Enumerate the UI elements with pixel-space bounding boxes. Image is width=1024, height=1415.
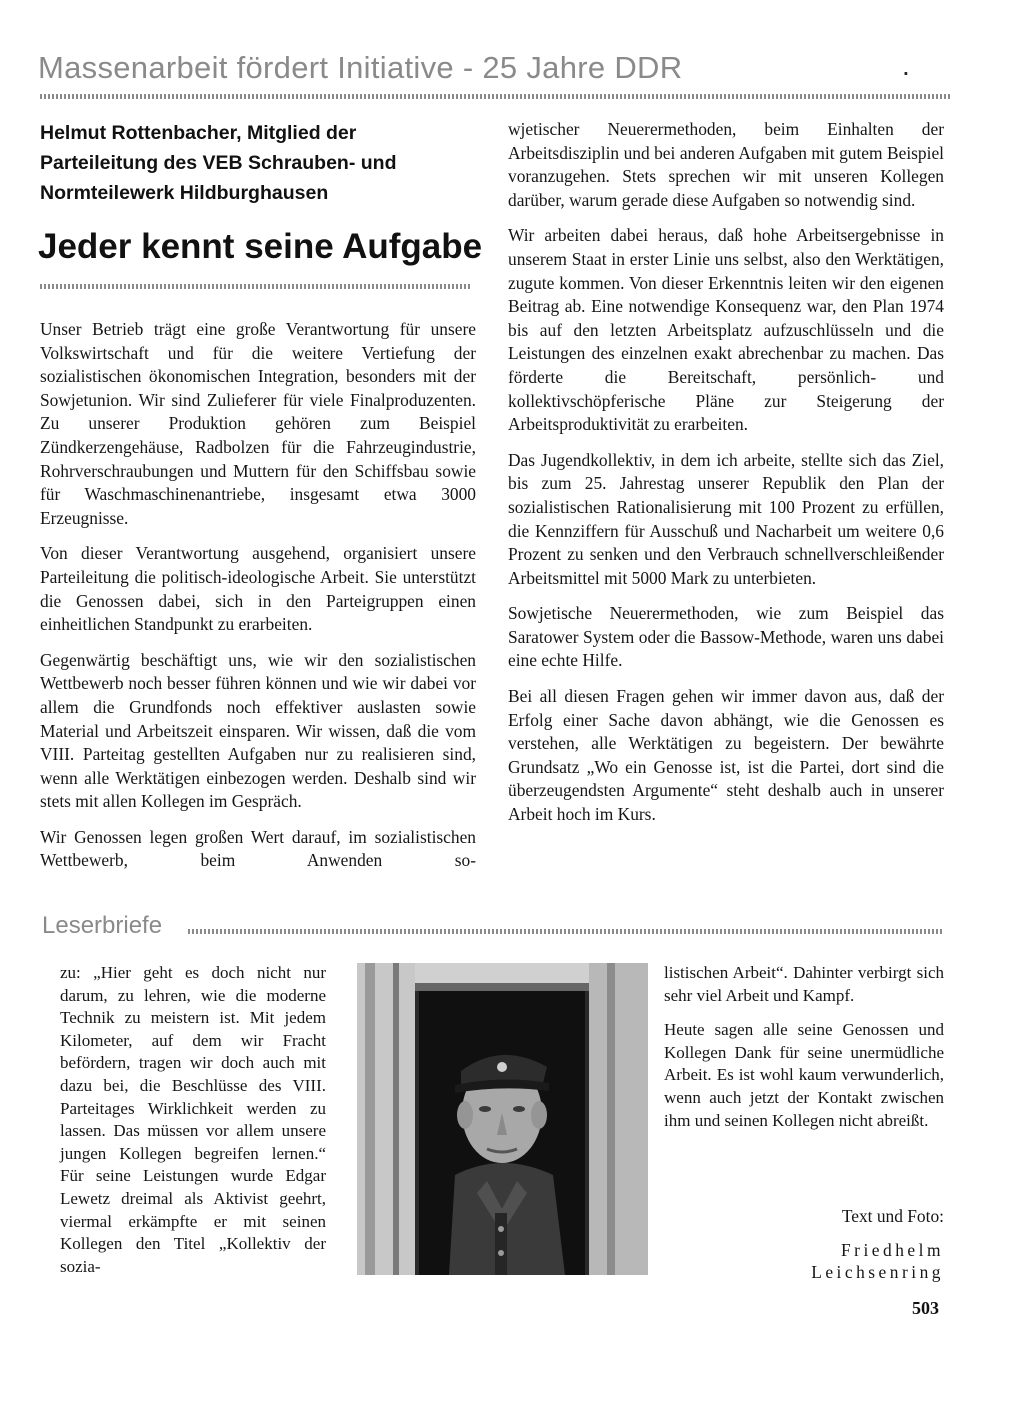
letter-paragraph: listischen Arbeit“. Dahinter verbirgt sich sehr viel Arbeit und Kampf.: [664, 963, 944, 1005]
author-line: Normteilewerk Hildburghausen: [40, 182, 329, 204]
header-rule: [40, 94, 950, 99]
portrait-photo-illustration: [357, 963, 648, 1275]
headline-rule: [40, 284, 472, 289]
article-paragraph: Sowjetische Neuerermethoden, wie zum Beispiel das Saratower System oder die Bassow-Methode, waren uns dabei eine echte Hilfe.: [508, 603, 944, 671]
article-author: [40, 118, 490, 208]
credit-name: Leichsenring: [811, 1262, 944, 1282]
article-paragraph: Unser Betrieb trägt eine große Verantwortung für unsere Volkswirtschaft und für die weitere Vertiefung der sozialistischen ökonomischen Integration, besonders mit der Sowjetunion. Wir sind Zulieferer für viele Finalproduzenten. Zu unserer Produktion gehören zum Beispiel Zündkerzengehäuse, Radbolzen für die Fahrzeugindustrie, Rohrverschraubungen und Muttern für den Schiffsbau sowie für Waschmaschinenantriebe, insgesamt etwa 3000 Erzeugnisse.: [40, 319, 476, 528]
article-paragraph: Bei all diesen Fragen gehen wir immer davon aus, daß der Erfolg einer Sache davon abhängt, wie die Genossen es verstehen, alle Werktätigen zu begeistern. Der bewährte Grundsatz „Wo ein Genosse ist, ist die Partei, dort sind die überzeugendsten Argumente“ steht deshalb auch in unserer Arbeit hoch im Kurs.: [508, 686, 944, 825]
article-paragraph: wjetischer Neuerermethoden, beim Einhalten der Arbeitsdisziplin und bei anderen Aufgaben mit gutem Beispiel voranzugehen. Stets sprechen wir mit unseren Kollegen darüber, warum gerade diese Aufgaben so notwendig sind.: [508, 119, 944, 210]
letter-paragraph: zu: „Hier geht es doch nicht nur darum, zu lehren, wie die moderne Technik zu meistern ist. Mit jedem Kilometer, auf dem wir Fracht befördern, tragen wir doch auch mit dazu bei, die Beschlüsse des VIII. Parteitages Wirklichkeit werden zu lassen. Das müssen vor allem unsere jungen Kollegen begreifen lernen.“ Für seine Leistungen wurde Edgar Lewetz dreimal als Aktivist geehrt, viermal erkämpfte er mit seinen Kollegen den Titel „Kollektiv der sozia-: [60, 963, 326, 1276]
article-paragraph: Von dieser Verantwortung ausgehend, organisiert unsere Parteileitung die politisch-ideologische Arbeit. Sie unterstützt die Genossen dabei, sich in den Parteigruppen einen einheitlichen Standpunkt zu erarbeiten.: [40, 543, 476, 635]
article-paragraph: Das Jugendkollektiv, in dem ich arbeite, stellte sich das Ziel, bis zum 25. Jahrestag unserer Republik den Plan der sozialistischen Rationalisierung mit 100 Prozent zu erfüllen, die Kennziffern für Ausschuß und Nacharbeit um weitere 0,6 Prozent zu senken und den Verbrauch schnellverschleißender Arbeitsmittel mit 5000 Mark zu unterbieten.: [508, 449, 944, 588]
article-left-column: [40, 318, 476, 885]
article-paragraph: Gegenwärtig beschäftigt uns, wie wir den sozialistischen Wettbewerb noch besser führen können und wie wir dabei vor allem die Grundfonds noch effektiver auslasten sowie Material und Arbeitszeit einsparen. Wir wissen, daß die vom VIII. Parteitag gestellten Aufgaben nur zu realisieren sind, wenn alle Werktätigen einbezogen werden. Deshalb sind wir stets mit allen Kollegen im Gespräch.: [40, 649, 476, 812]
article-paragraph: Wir arbeiten dabei heraus, daß hohe Arbeitsergebnisse in unserem Staat in erster Linie uns selbst, also den Werktätigen, zugute kommen. Von dieser Erkenntnis leiten wir den eigenen Beitrag ab. Eine notwendige Konsequenz war, den Plan 1974 bis auf den letzten Arbeitsplatz aufzuschlüsseln und die Leistungen des einzelnen exakt abrechenbar zu machen. Das förderte die Bereitschaft, persönlich- und kollektivschöpferische Pläne zur Steigerung der Arbeitsproduktivität zu erarbeiten.: [508, 225, 944, 435]
article-right-column: [508, 118, 944, 839]
credit-label: Text und Foto:: [841, 1206, 944, 1226]
credit-name: Friedhelm: [841, 1240, 944, 1260]
header-dot: .: [902, 50, 910, 81]
letter-right-column: [664, 962, 944, 1144]
author-line: Parteileitung des VEB Schrauben- und: [40, 152, 397, 174]
portrait-photo: [357, 963, 648, 1275]
leserbriefe-rule: [188, 929, 944, 934]
author-line: Helmut Rottenbacher, Mitglied der: [40, 122, 357, 144]
leserbriefe-heading: Leserbriefe: [42, 912, 163, 939]
page-number: 503: [912, 1298, 939, 1318]
letter-left-column: [60, 962, 326, 1290]
letter-paragraph: Heute sagen alle seine Genossen und Kollegen Dank für seine unermüdliche Arbeit. Es ist wohl kaum verwunderlich, wenn auch jetzt der Kontakt zwischen ihm und seinen Kollegen nicht abreißt.: [664, 1020, 944, 1130]
page-header-title: Massenarbeit fördert Initiative - 25 Jahre DDR: [38, 50, 683, 85]
article-headline: Jeder kennt seine Aufgabe: [38, 227, 483, 266]
article-paragraph: Wir Genossen legen großen Wert darauf, im sozialistischen Wettbewerb, beim Anwenden so-: [40, 826, 476, 871]
